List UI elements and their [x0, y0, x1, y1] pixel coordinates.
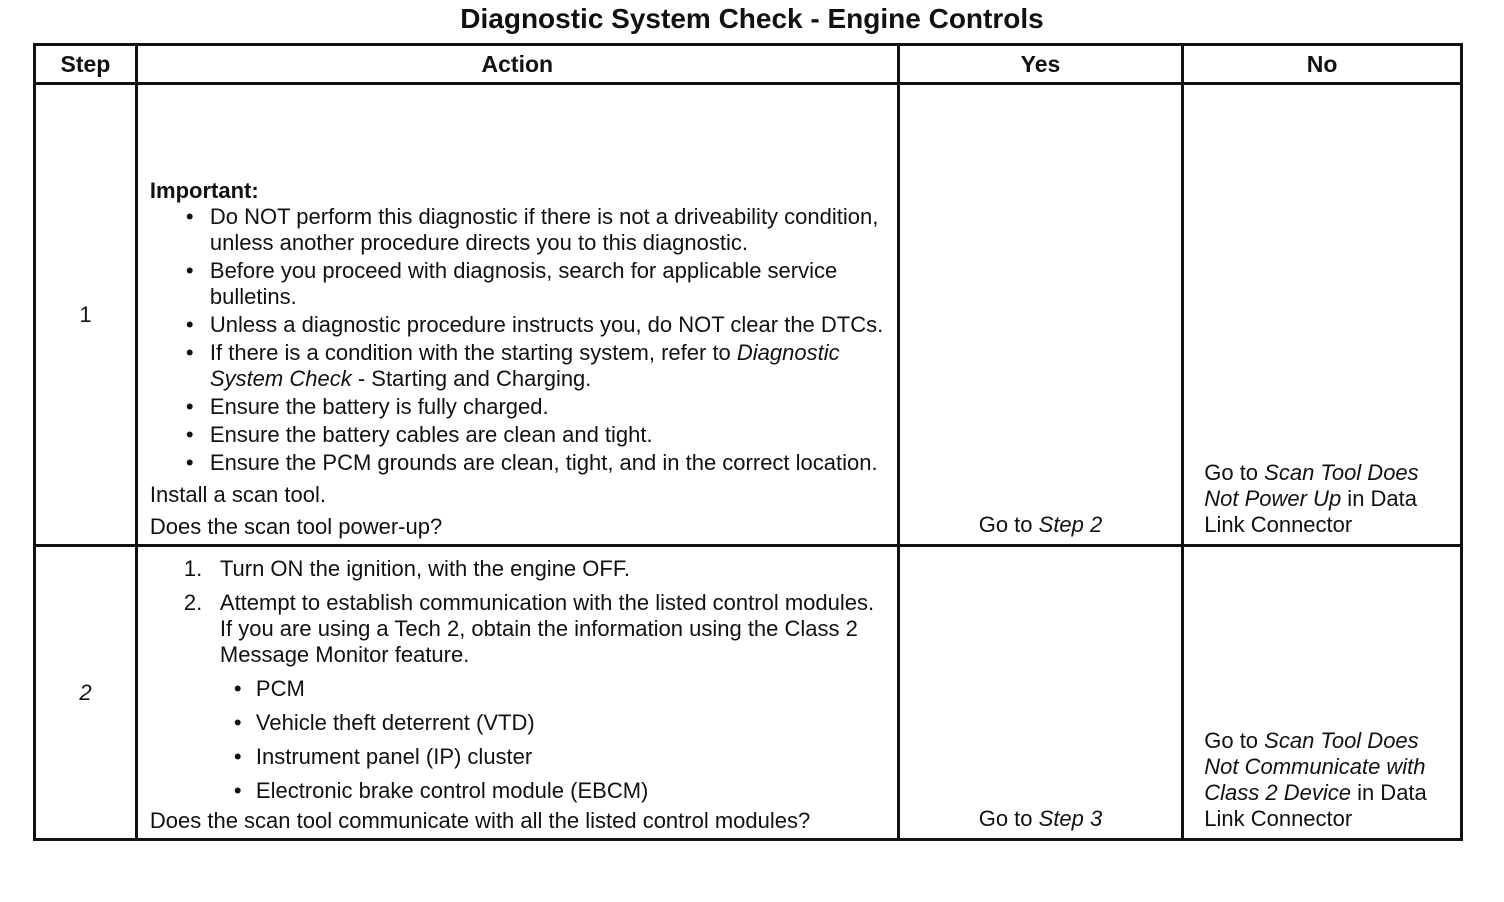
bullet-item: • Ensure the battery is fully charged.: [210, 394, 891, 420]
numbered-item-text: Turn ON the ignition, with the engine OFF.: [219, 556, 630, 581]
step-number: 2: [35, 546, 137, 840]
header-no: No: [1183, 45, 1462, 84]
header-row: [35, 45, 1462, 84]
numbered-item: [220, 556, 891, 582]
yes-cell: [898, 84, 1183, 546]
bullet-text: - Starting and Charging.: [351, 366, 592, 391]
step-question: Does the scan tool power-up?: [149, 514, 443, 539]
module-item: • Vehicle theft deterrent (VTD): [256, 710, 891, 736]
no-procedure-ref: Scan Tool Does Not Power Up: [1204, 460, 1419, 511]
bullet-item: • Do NOT perform this diagnostic if there is not a driveability condition, unless another procedure directs you to this diagnostic.: [210, 204, 891, 256]
no-text: Go to: [1204, 728, 1265, 753]
install-instruction: Install a scan tool.: [149, 482, 326, 507]
numbered-item-text: Attempt to establish communication with the listed control modules. If you are using a Tech 2, obtain the information using the Class 2 Message Monitor feature.: [219, 590, 875, 667]
diagnostic-table: [33, 43, 1463, 841]
reference-link-text: Diagnostic System Check: [209, 340, 840, 391]
bullet-item: • Ensure the PCM grounds are clean, tight, and in the correct location.: [210, 450, 891, 476]
no-procedure-ref: Scan Tool Does Not Communicate with Class 2 Device: [1204, 728, 1426, 805]
module-item: • Electronic brake control module (EBCM): [256, 778, 891, 804]
important-bullet-list: [150, 204, 891, 476]
yes-step-ref: Step 3: [1038, 806, 1103, 831]
bullet-text: If there is a condition with the starting system, refer to: [209, 340, 737, 365]
header-step: Step: [35, 45, 137, 84]
no-cell: [1183, 84, 1462, 546]
module-item: • PCM: [256, 676, 891, 702]
module-list: [220, 676, 891, 804]
important-label: Important:: [149, 178, 259, 203]
no-text: Go to: [1204, 460, 1265, 485]
page-title: Diagnostic System Check - Engine Controls: [460, 3, 1044, 34]
yes-text: Go to: [978, 806, 1039, 831]
action-cell: [136, 546, 898, 840]
no-cell: [1183, 546, 1462, 840]
header-action: Action: [136, 45, 898, 84]
yes-step-ref: Step 2: [1038, 512, 1103, 537]
table-row-step-1: [35, 84, 1462, 546]
numbered-item: [220, 590, 891, 804]
step-number: 1: [35, 84, 137, 546]
module-item: • Instrument panel (IP) cluster: [256, 744, 891, 770]
bullet-item: • Before you proceed with diagnosis, search for applicable service bulletins.: [210, 258, 891, 310]
bullet-item: • Unless a diagnostic procedure instructs you, do NOT clear the DTCs.: [210, 312, 891, 338]
action-cell: [136, 84, 898, 546]
yes-text: Go to: [978, 512, 1039, 537]
no-text: in Data Link Connector: [1204, 486, 1418, 537]
table-row-step-2: [35, 546, 1462, 840]
bullet-item: [210, 340, 891, 392]
bullet-item: • Ensure the battery cables are clean and tight.: [210, 422, 891, 448]
no-text: in Data Link Connector: [1204, 780, 1427, 831]
step-question: Does the scan tool communicate with all the listed control modules?: [149, 808, 811, 833]
header-yes: Yes: [898, 45, 1183, 84]
numbered-steps: [150, 556, 891, 804]
yes-cell: [898, 546, 1183, 840]
